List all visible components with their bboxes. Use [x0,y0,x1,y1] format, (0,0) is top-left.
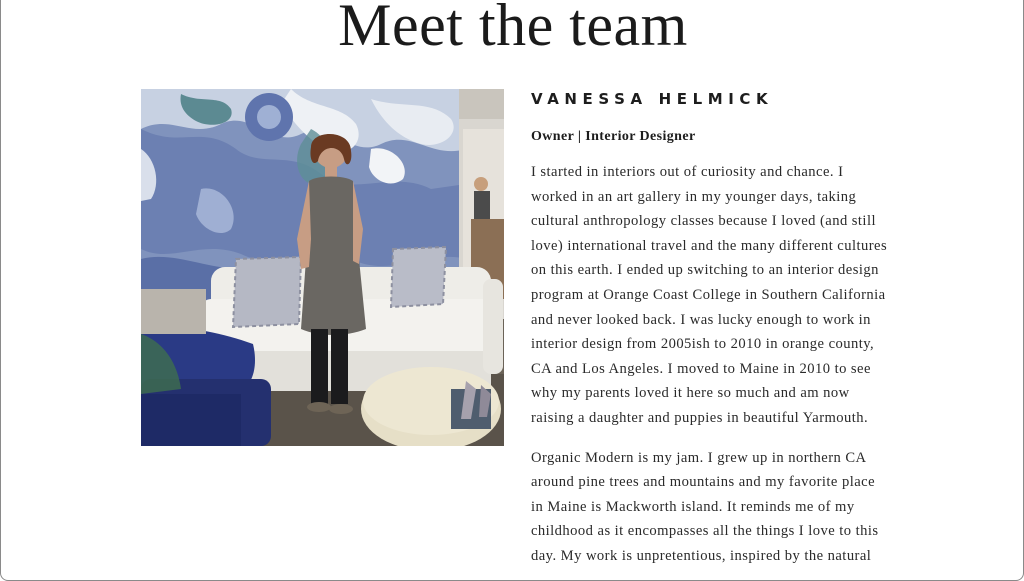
bio-line: around pine trees and mountains and my favorite place [531,474,875,491]
bio-line: raising a daughter and puppies in beautiful Yarmouth. [531,409,869,426]
bio-line: I started in interiors out of curiosity and chance. I [531,164,844,180]
team-member-photo [141,89,504,446]
bio-paragraph-2 [531,446,901,569]
designer-portrait-image [141,89,504,446]
page-title: Meet the team [338,0,688,58]
bio-line: day. My work is unpretentious, inspired by the natural [531,547,872,564]
bio-line: worked in an art gallery in my younger days, taking [531,188,857,205]
bio-line: interior design from 2005ish to 2010 in orange county, [531,336,875,353]
bio-line: love) international travel and the many different cultures [531,237,888,254]
team-member-bio [531,88,901,569]
bio-line: and never looked back. I was lucky enough to work in [531,311,871,328]
bio-line: on this earth. I ended up switching to an interior design [531,262,879,279]
bio-line: childhood as it encompasses all the things I love to this [531,523,879,540]
bio-line: Organic Modern is my jam. I grew up in northern CA [531,449,867,466]
member-role: Owner | Interior Designer [531,129,696,144]
member-name: VANESSA HELMICK [531,90,774,108]
bio-paragraph-1 [531,160,901,431]
bio-line: program at Orange Coast College in Southern California [531,286,886,303]
bio-line: CA and Los Angeles. I moved to Maine in 2010 to see [531,360,871,377]
bio-line: cultural anthropology classes because I loved (and still [531,213,876,230]
bio-line: in Maine is Mackworth island. It reminds me of my [531,498,855,515]
bio-line: why my parents loved it here so much and am now [531,385,850,402]
